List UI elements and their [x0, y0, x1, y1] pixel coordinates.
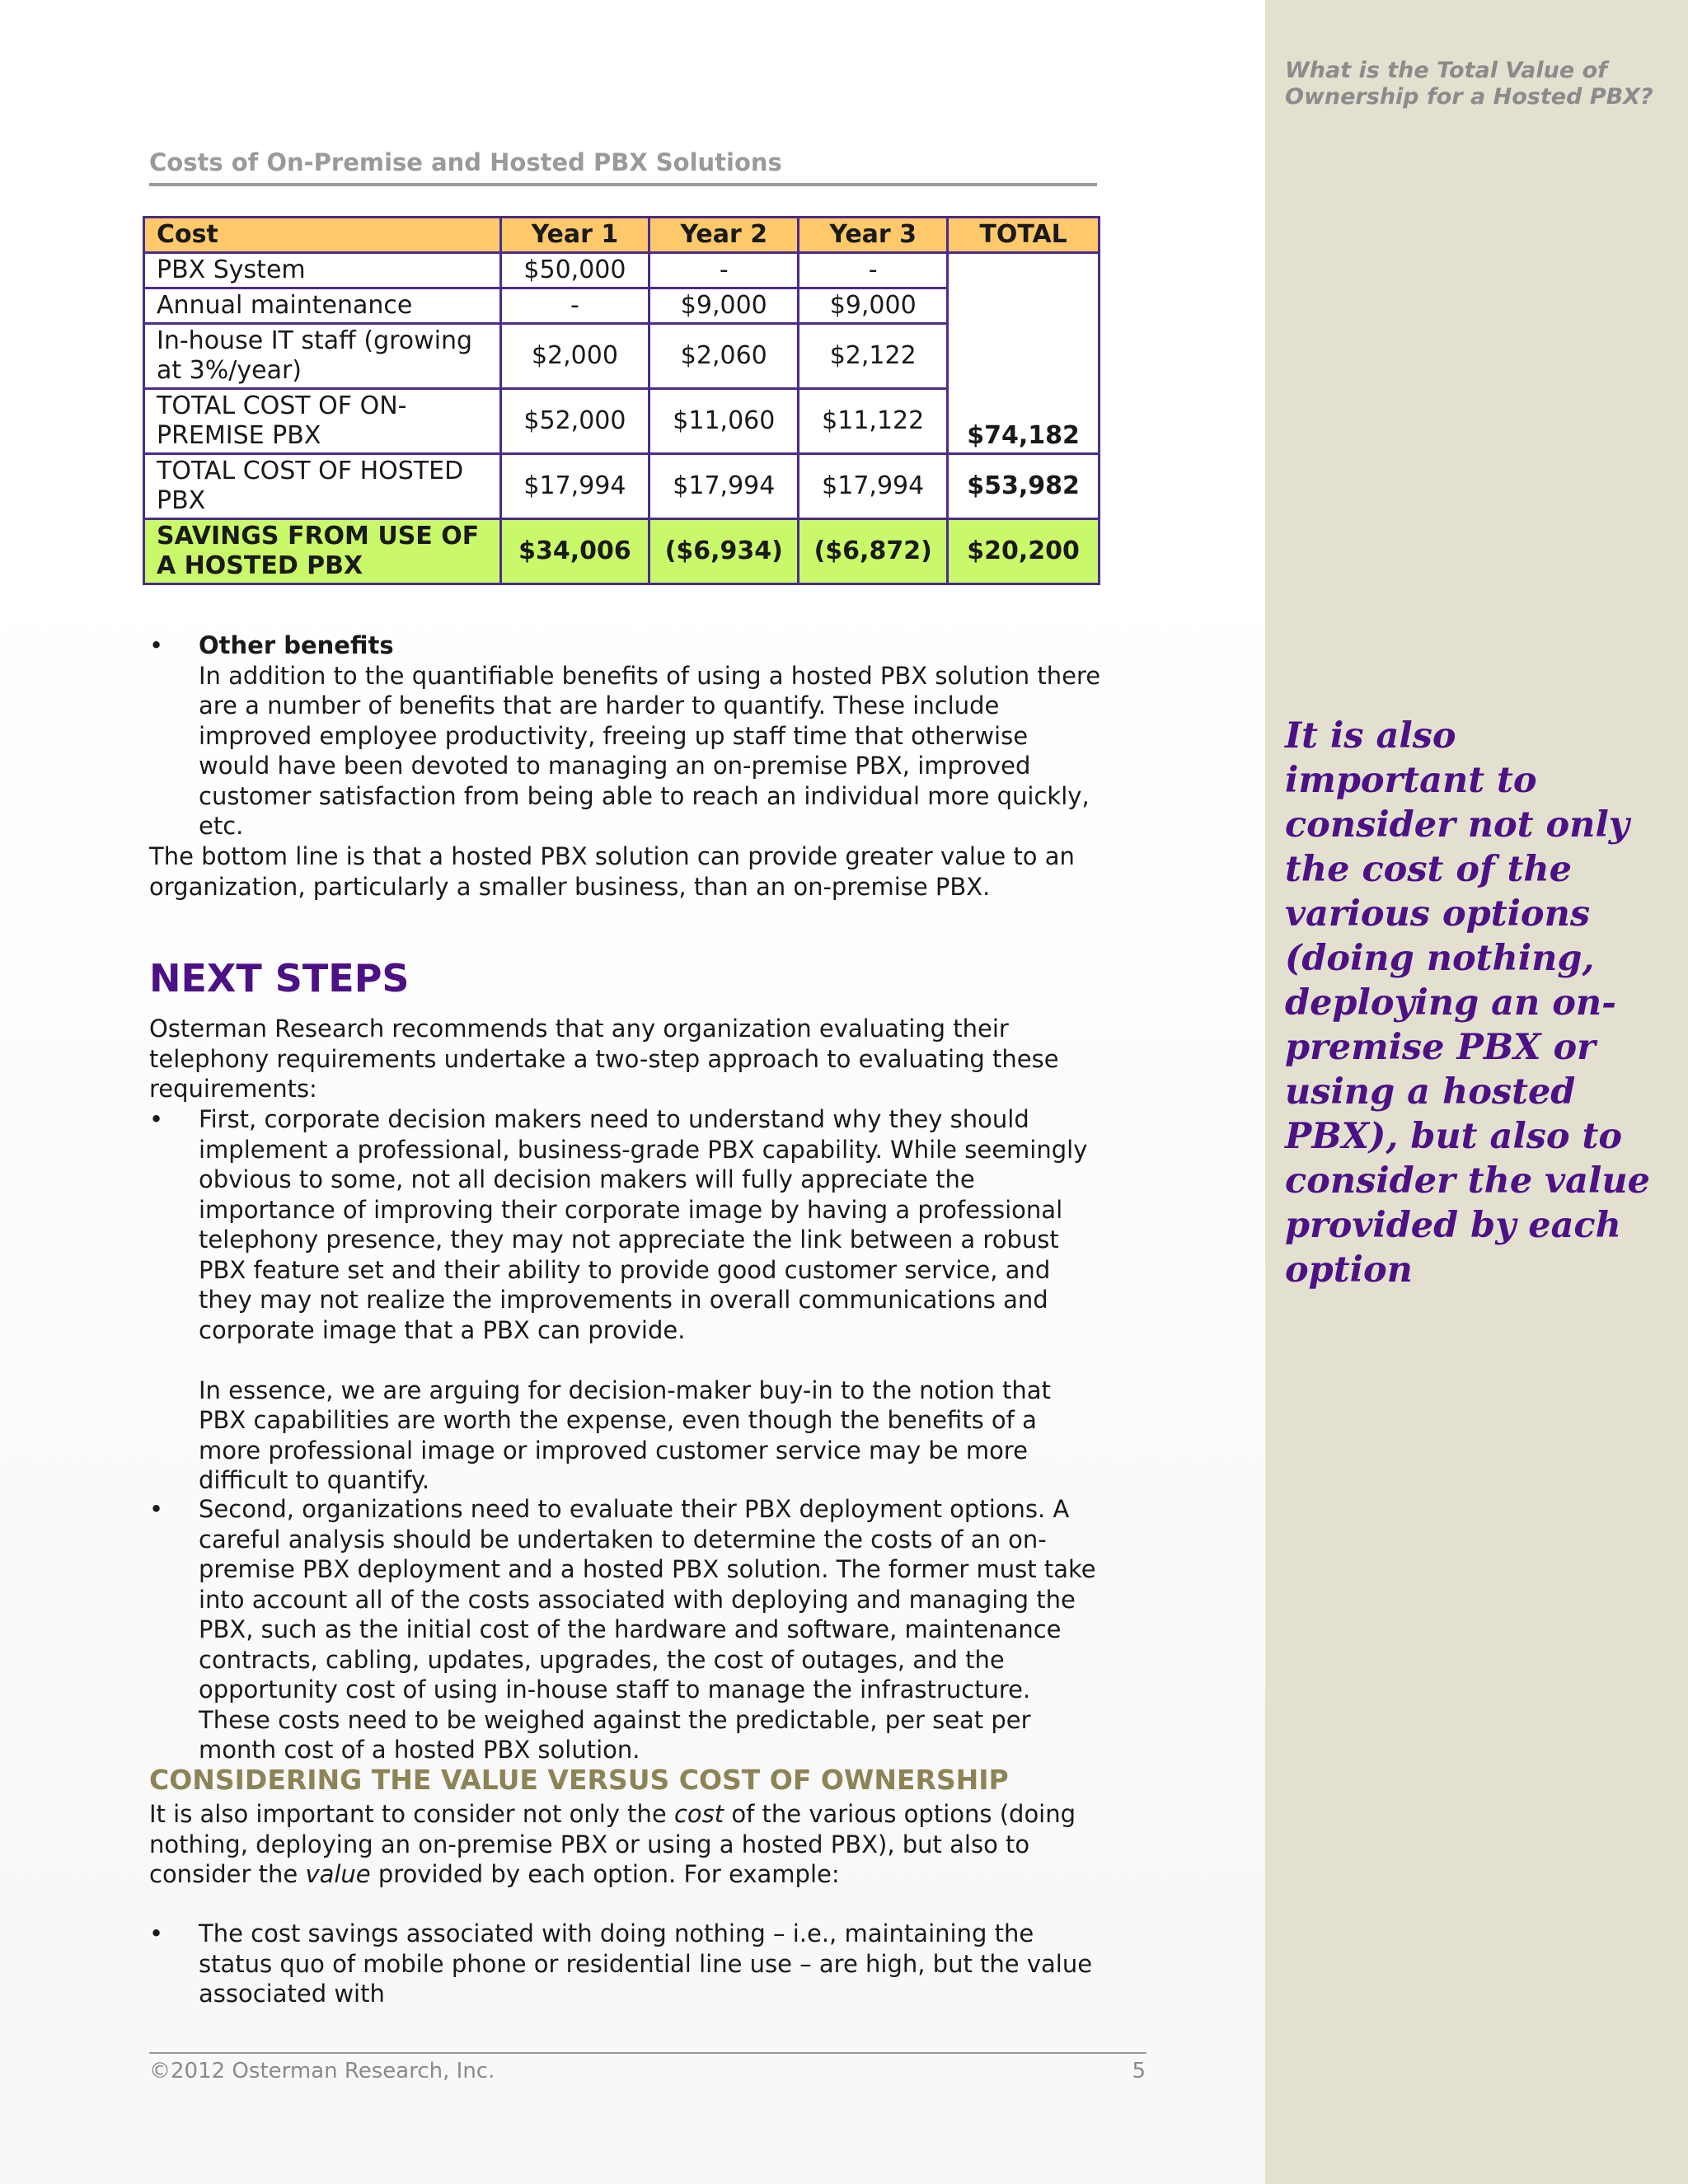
cell-value: $9,000 — [799, 288, 948, 324]
considering-text-c: provided by each option. For example: — [370, 1860, 840, 1888]
cost-table — [143, 216, 1100, 585]
cell-value: $2,000 — [500, 324, 649, 389]
header-year2: Year 2 — [649, 218, 799, 253]
header-total: TOTAL — [948, 218, 1100, 253]
cell-value: - — [799, 253, 948, 288]
cell-value: ($6,934) — [649, 519, 799, 584]
hosted-total: $53,982 — [948, 454, 1100, 519]
considering-value-emphasis: value — [305, 1860, 371, 1888]
cell-value: $2,122 — [799, 324, 948, 389]
cell-value: $17,994 — [500, 454, 649, 519]
considering-text-a: It is also important to consider not only the — [149, 1800, 674, 1828]
pull-quote: It is also important to consider not only the cost of the various options (doing nothing, deploying an on-premise PBX or using a hosted PBX), but also to consider the value provided by each option — [1285, 715, 1650, 1291]
table-row — [144, 454, 1100, 519]
cell-value: - — [649, 253, 799, 288]
table-header-row — [144, 218, 1100, 253]
on-premise-total: $74,182 — [948, 253, 1100, 454]
next-steps-heading: NEXT STEPS — [149, 956, 410, 1001]
savings-row — [144, 519, 1100, 584]
cell-value: $52,000 — [500, 389, 649, 454]
cell-value: $17,994 — [649, 454, 799, 519]
table-row — [144, 253, 1100, 288]
considering-heading: CONSIDERING THE VALUE VERSUS COST OF OWNERSHIP — [149, 1764, 1009, 1796]
cell-value: $34,006 — [500, 519, 649, 584]
row-label: Annual maintenance — [144, 288, 501, 324]
bullet-dot: • — [149, 631, 164, 659]
cell-value: $9,000 — [649, 288, 799, 324]
cell-value: ($6,872) — [799, 519, 948, 584]
cell-value: $17,994 — [799, 454, 948, 519]
row-label: TOTAL COST OF HOSTED PBX — [144, 454, 501, 519]
step-one-text: First, corporate decision makers need to understand why they should implement a professional, business-grade PBX capability. While seemingly obvious to some, not all decision makers will fully appreciate the importance of improving their corporate image by having a professional telephony presence, they may not appreciate the link between a robust PBX feature set and their ability to provide good customer service, and they may not realize the improvements in overall communications and corporate image that a PBX can provide. — [199, 1105, 1088, 1344]
footer-copyright: ©2012 Osterman Research, Inc. — [149, 2059, 495, 2083]
considering-text-b: of the various options (doing nothing, deploying an on-premise PBX or using a hosted PBX), but also to consider the — [149, 1800, 1076, 1888]
row-label: TOTAL COST OF ON-PREMISE PBX — [144, 389, 501, 454]
row-label: In-house IT staff (growing at 3%/year) — [144, 324, 501, 389]
header-cost: Cost — [144, 218, 501, 253]
cost-savings-text: The cost savings associated with doing nothing – i.e., maintaining the status quo of mobile phone or residential line use – are high, but the value associated with — [199, 1919, 1093, 2008]
bullet-dot: • — [149, 1919, 164, 1947]
other-benefits-text: In addition to the quantifiable benefits of using a hosted PBX solution there are a number of benefits that are harder to quantify. These include improved employee productivity, freeing up staff time that otherwise would have been devoted to managing an on-premise PBX, improved customer satisfaction from being able to reach an individual more quickly, etc. — [199, 661, 1101, 840]
row-label: PBX System — [144, 253, 501, 288]
bullet-dot: • — [149, 1495, 164, 1523]
row-label: SAVINGS FROM USE OF A HOSTED PBX — [144, 519, 501, 584]
cell-value: - — [500, 288, 649, 324]
savings-total: $20,200 — [948, 519, 1100, 584]
step-two-text: Second, organizations need to evaluate their PBX deployment options. A careful analysis should be undertaken to determine the costs of an on-premise PBX deployment and a hosted PBX solution. The former must take into account all of the costs associated with deploying and managing the PBX, such as the initial cost of the hardware and software, maintenance contracts, cabling, updates, upgrades, the cost of outages, and the opportunity cost of using in-house staff to manage the infrastructure. These costs need to be weighed against the predictable, per seat per month cost of a hosted PBX solution. — [199, 1495, 1096, 1764]
cell-value: $11,060 — [649, 389, 799, 454]
other-benefits-heading: Other benefits — [199, 631, 394, 659]
cell-value: $2,060 — [649, 324, 799, 389]
cell-value: $11,122 — [799, 389, 948, 454]
considering-cost-emphasis: cost — [673, 1800, 724, 1828]
sidebar-title: What is the Total Value of Ownership for a Hosted PBX? — [1285, 58, 1653, 110]
table-section-title: Costs of On-Premise and Hosted PBX Solutions — [149, 148, 1097, 186]
considering-paragraph — [149, 1799, 1097, 1890]
header-year1: Year 1 — [500, 218, 649, 253]
page-number: 5 — [1132, 2059, 1146, 2083]
footer-divider — [149, 2052, 1146, 2054]
next-steps-intro: Osterman Research recommends that any organization evaluating their telephony requirements undertake a two-step approach to evaluating these requirements: — [149, 1015, 1059, 1103]
header-year3: Year 3 — [799, 218, 948, 253]
bullet-dot: • — [149, 1105, 164, 1133]
sidebar — [1265, 0, 1688, 2184]
step-one-continuation: In essence, we are arguing for decision-maker buy-in to the notion that PBX capabilities are worth the expense, even though the benefits of a more professional image or improved customer service may be more difficult to quantify. — [199, 1376, 1051, 1494]
bottom-line-paragraph: The bottom line is that a hosted PBX solution can provide greater value to an organization, particularly a smaller business, than an on-premise PBX. — [149, 842, 1075, 901]
cell-value: $50,000 — [500, 253, 649, 288]
